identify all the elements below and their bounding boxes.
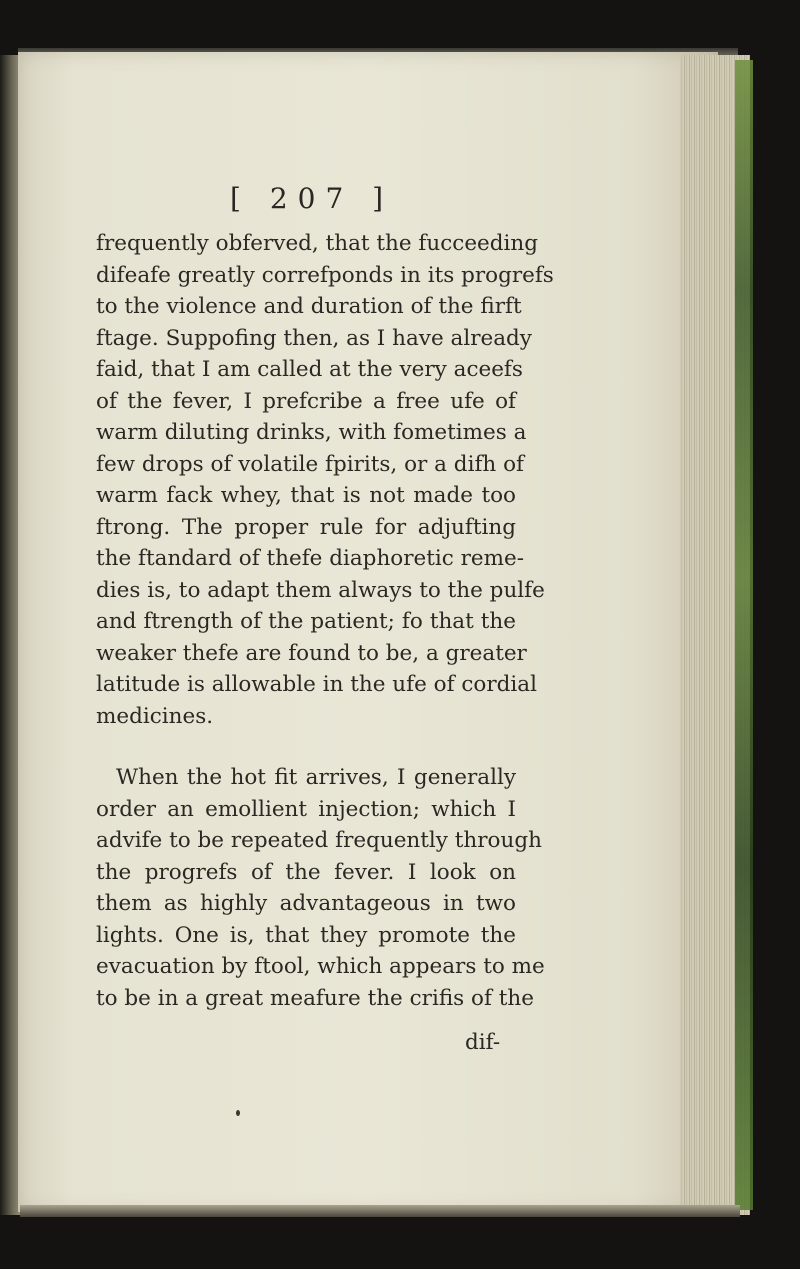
text-line: the ftandard of thefe diaphoretic reme- xyxy=(96,546,525,571)
page-bottom-edge xyxy=(20,1205,740,1217)
text-line: weaker thefe are found to be, a greater xyxy=(96,640,527,666)
text-line: order an emollient injection; which I xyxy=(96,796,516,822)
text-line: lights. One is, that they promote the xyxy=(96,922,516,948)
text-line: ftage. Suppofing then, as I have already xyxy=(96,325,532,351)
page-number-header: [ 207 ] xyxy=(230,182,394,215)
text-line: difeafe greatly correfponds in its progrefs xyxy=(96,262,554,288)
text-line: the progrefs of the fever. I look on xyxy=(96,859,516,885)
text-line: When the hot fit arrives, I generally xyxy=(116,765,516,790)
ink-speck xyxy=(236,1110,240,1116)
text-line: of the fever, I prefcribe a free ufe of xyxy=(96,388,516,414)
fore-edge-stain xyxy=(735,60,753,1210)
catchword: dif- xyxy=(465,1030,501,1055)
text-line: advife to be repeated frequently through xyxy=(96,828,542,853)
text-line: warm diluting drinks, with fometimes a xyxy=(96,420,527,445)
text-line: few drops of volatile fpirits, or a difh of xyxy=(96,451,524,477)
text-line: to the violence and duration of the firft xyxy=(96,294,522,319)
text-line: frequently obferved, that the fucceeding xyxy=(96,231,539,256)
paragraph-1 xyxy=(96,228,554,732)
text-line: warm fack whey, that is not made too xyxy=(96,483,516,508)
paragraph-2 xyxy=(96,762,545,1014)
text-line: ftrong. The proper rule for adjufting xyxy=(96,514,516,540)
text-line: evacuation by ftool, which appears to me xyxy=(96,954,545,979)
text-line: to be in a great meafure the crifis of the xyxy=(96,985,534,1011)
text-line: medicines. xyxy=(96,703,214,729)
text-line: them as highly advantageous in two xyxy=(96,891,516,916)
text-line: faid, that I am called at the very aceefs xyxy=(96,357,523,382)
text-line: dies is, to adapt them always to the pulfe xyxy=(96,577,545,603)
text-line: and ftrength of the patient; fo that the xyxy=(96,609,516,634)
text-line: latitude is allowable in the ufe of cordial xyxy=(96,672,537,697)
